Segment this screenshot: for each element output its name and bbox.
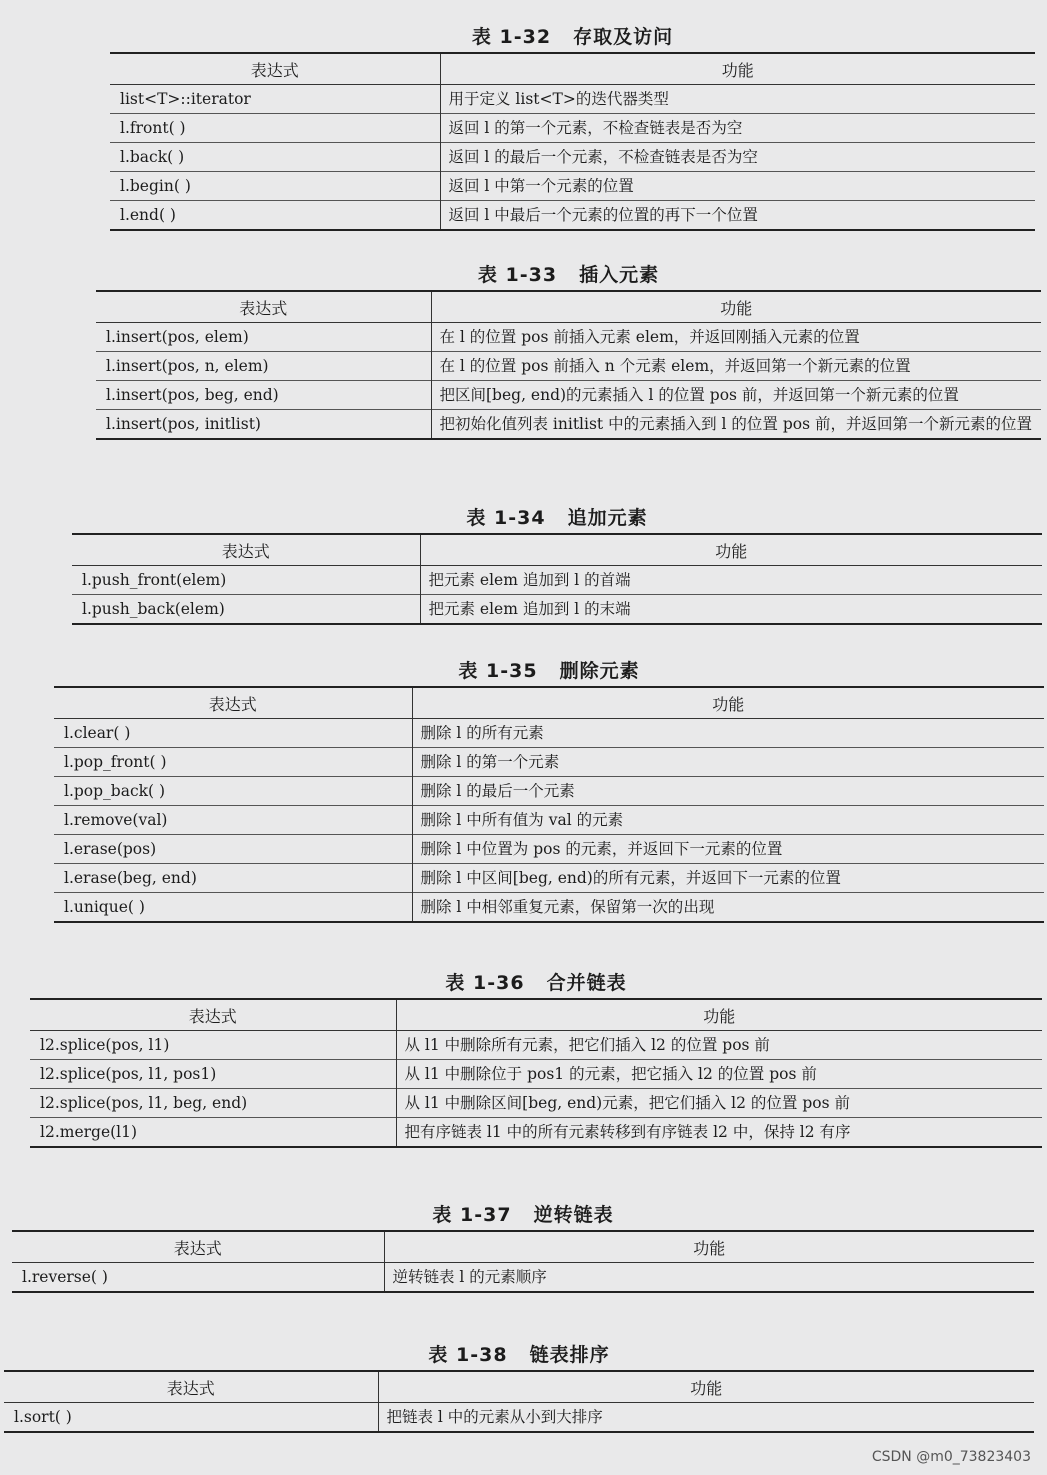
header-function: 功能 xyxy=(703,1006,736,1026)
expression-cell: l.remove(val) xyxy=(54,806,412,835)
table-1-34 xyxy=(72,533,1042,625)
function-cell: 返回 l 中最后一个元素的位置的再下一个位置 xyxy=(448,206,758,224)
table-1-37-section xyxy=(12,1200,1034,1293)
function-cell: 删除 l 中位置为 pos 的元素，并返回下一元素的位置 xyxy=(420,840,783,858)
function-cell: 删除 l 的最后一个元素 xyxy=(420,782,575,800)
header-expression: 表达式 xyxy=(72,534,420,566)
table-number: 表 1-36 xyxy=(445,972,525,994)
watermark: CSDN @m0_73823403 xyxy=(871,1449,1031,1465)
table-number: 表 1-37 xyxy=(432,1204,512,1226)
expression-cell: l.erase(beg, end) xyxy=(54,864,412,893)
header-function: 功能 xyxy=(690,1378,723,1398)
table-caption xyxy=(96,260,1041,290)
function-cell: 删除 l 中相邻重复元素，保留第一次的出现 xyxy=(420,898,715,916)
table-row xyxy=(110,114,1035,143)
function-cell: 把链表 l 中的元素从小到大排序 xyxy=(386,1408,603,1426)
function-cell: 从 l1 中删除区间[beg, end)元素，把它们插入 l2 的位置 pos 前 xyxy=(404,1094,850,1112)
table-number: 表 1-38 xyxy=(428,1344,508,1366)
table-1-35 xyxy=(54,686,1044,923)
table-row xyxy=(110,201,1035,231)
function-cell: 逆转链表 l 的元素顺序 xyxy=(392,1268,547,1286)
function-cell: 在 l 的位置 pos 前插入元素 elem，并返回刚插入元素的位置 xyxy=(439,328,860,346)
table-row xyxy=(54,864,1044,893)
table-1-37 xyxy=(12,1230,1034,1293)
table-1-32-section xyxy=(110,22,1035,231)
table-title: 合并链表 xyxy=(546,972,627,994)
table-1-35-section xyxy=(54,656,1044,923)
table-row xyxy=(4,1403,1034,1433)
expression-cell: l.begin( ) xyxy=(110,172,440,201)
expression-cell: l.unique( ) xyxy=(54,893,412,923)
table-row xyxy=(30,1060,1042,1089)
expression-cell: l.insert(pos, beg, end) xyxy=(96,381,431,410)
header-function: 功能 xyxy=(720,298,753,318)
table-row xyxy=(96,410,1041,440)
table-row xyxy=(96,381,1041,410)
table-title: 逆转链表 xyxy=(533,1204,614,1226)
expression-cell: l.erase(pos) xyxy=(54,835,412,864)
expression-cell: l.pop_front( ) xyxy=(54,748,412,777)
function-cell: 删除 l 的第一个元素 xyxy=(420,753,560,771)
header-row xyxy=(30,999,1042,1031)
table-caption xyxy=(12,1200,1034,1230)
table-row xyxy=(54,719,1044,748)
function-cell: 返回 l 的最后一个元素，不检查链表是否为空 xyxy=(448,148,758,166)
table-caption xyxy=(4,1340,1034,1370)
expression-cell: l.end( ) xyxy=(110,201,440,231)
function-cell: 把初始化值列表 initlist 中的元素插入到 l 的位置 pos 前，并返回第一个新元素的位置 xyxy=(439,415,1032,433)
header-row xyxy=(96,291,1041,323)
function-cell: 返回 l 的第一个元素，不检查链表是否为空 xyxy=(448,119,743,137)
table-1-38 xyxy=(4,1370,1034,1433)
expression-cell: l.reverse( ) xyxy=(12,1263,384,1293)
expression-cell: l.pop_back( ) xyxy=(54,777,412,806)
header-function: 功能 xyxy=(721,60,754,80)
expression-cell: list<T>::iterator xyxy=(110,85,440,114)
table-1-34-section xyxy=(72,503,1042,625)
expression-cell: l2.splice(pos, l1) xyxy=(30,1031,396,1060)
header-expression: 表达式 xyxy=(96,291,431,323)
function-cell: 返回 l 中第一个元素的位置 xyxy=(448,177,634,195)
expression-cell: l.back( ) xyxy=(110,143,440,172)
table-caption xyxy=(54,656,1044,686)
table-title: 删除元素 xyxy=(559,660,640,682)
expression-cell: l2.merge(l1) xyxy=(30,1118,396,1148)
table-row xyxy=(30,1031,1042,1060)
expression-cell: l2.splice(pos, l1, beg, end) xyxy=(30,1089,396,1118)
function-cell: 删除 l 中所有值为 val 的元素 xyxy=(420,811,624,829)
function-cell: 删除 l 中区间[beg, end)的所有元素，并返回下一元素的位置 xyxy=(420,869,841,887)
table-row xyxy=(54,806,1044,835)
function-cell: 从 l1 中删除位于 pos1 的元素，把它插入 l2 的位置 pos 前 xyxy=(404,1065,817,1083)
table-row xyxy=(72,595,1042,625)
table-1-33-section xyxy=(96,260,1041,440)
table-1-32 xyxy=(110,52,1035,231)
table-number: 表 1-32 xyxy=(471,26,552,48)
expression-cell: l.insert(pos, n, elem) xyxy=(96,352,431,381)
expression-cell: l.clear( ) xyxy=(54,719,412,748)
table-row xyxy=(72,566,1042,595)
table-row xyxy=(54,777,1044,806)
header-expression: 表达式 xyxy=(4,1371,378,1403)
table-row xyxy=(110,172,1035,201)
expression-cell: l.front( ) xyxy=(110,114,440,143)
header-expression: 表达式 xyxy=(12,1231,384,1263)
table-1-36 xyxy=(30,998,1042,1148)
expression-cell: l.insert(pos, initlist) xyxy=(96,410,431,440)
table-number: 表 1-33 xyxy=(477,264,558,286)
table-row xyxy=(110,143,1035,172)
header-row xyxy=(12,1231,1034,1263)
header-row xyxy=(72,534,1042,566)
table-row xyxy=(54,835,1044,864)
expression-cell: l.push_front(elem) xyxy=(72,566,420,595)
function-cell: 把元素 elem 追加到 l 的末端 xyxy=(428,600,631,618)
table-row xyxy=(30,1089,1042,1118)
header-expression: 表达式 xyxy=(54,687,412,719)
function-cell: 在 l 的位置 pos 前插入 n 个元素 elem，并返回第一个新元素的位置 xyxy=(439,357,911,375)
header-row xyxy=(110,53,1035,85)
header-expression: 表达式 xyxy=(110,53,440,85)
function-cell: 从 l1 中删除所有元素，把它们插入 l2 的位置 pos 前 xyxy=(404,1036,770,1054)
table-1-38-section xyxy=(4,1340,1034,1433)
expression-cell: l2.splice(pos, l1, pos1) xyxy=(30,1060,396,1089)
function-cell: 用于定义 list<T>的迭代器类型 xyxy=(448,90,669,108)
table-row xyxy=(54,748,1044,777)
table-row xyxy=(96,352,1041,381)
header-function: 功能 xyxy=(715,541,748,561)
expression-cell: l.insert(pos, elem) xyxy=(96,323,431,352)
table-1-36-section xyxy=(30,968,1042,1148)
table-title: 链表排序 xyxy=(529,1344,610,1366)
table-title: 追加元素 xyxy=(567,507,648,529)
header-function: 功能 xyxy=(693,1238,726,1258)
table-row xyxy=(12,1263,1034,1293)
table-row xyxy=(30,1118,1042,1148)
table-row xyxy=(96,323,1041,352)
header-expression: 表达式 xyxy=(30,999,396,1031)
function-cell: 把有序链表 l1 中的所有元素转移到有序链表 l2 中，保持 l2 有序 xyxy=(404,1123,851,1141)
function-cell: 删除 l 的所有元素 xyxy=(420,724,544,742)
table-caption xyxy=(30,968,1042,998)
table-caption xyxy=(72,503,1042,533)
header-function: 功能 xyxy=(712,694,745,714)
expression-cell: l.sort( ) xyxy=(4,1403,378,1433)
table-caption xyxy=(110,22,1035,52)
function-cell: 把区间[beg, end)的元素插入 l 的位置 pos 前，并返回第一个新元素的位置 xyxy=(439,386,959,404)
header-row xyxy=(4,1371,1034,1403)
table-number: 表 1-35 xyxy=(458,660,538,682)
table-number: 表 1-34 xyxy=(466,507,546,529)
function-cell: 把元素 elem 追加到 l 的首端 xyxy=(428,571,631,589)
expression-cell: l.push_back(elem) xyxy=(72,595,420,625)
table-title: 插入元素 xyxy=(579,264,660,286)
table-row xyxy=(110,85,1035,114)
table-title: 存取及访问 xyxy=(573,26,674,48)
header-row xyxy=(54,687,1044,719)
table-row xyxy=(54,893,1044,923)
table-1-33 xyxy=(96,290,1041,440)
